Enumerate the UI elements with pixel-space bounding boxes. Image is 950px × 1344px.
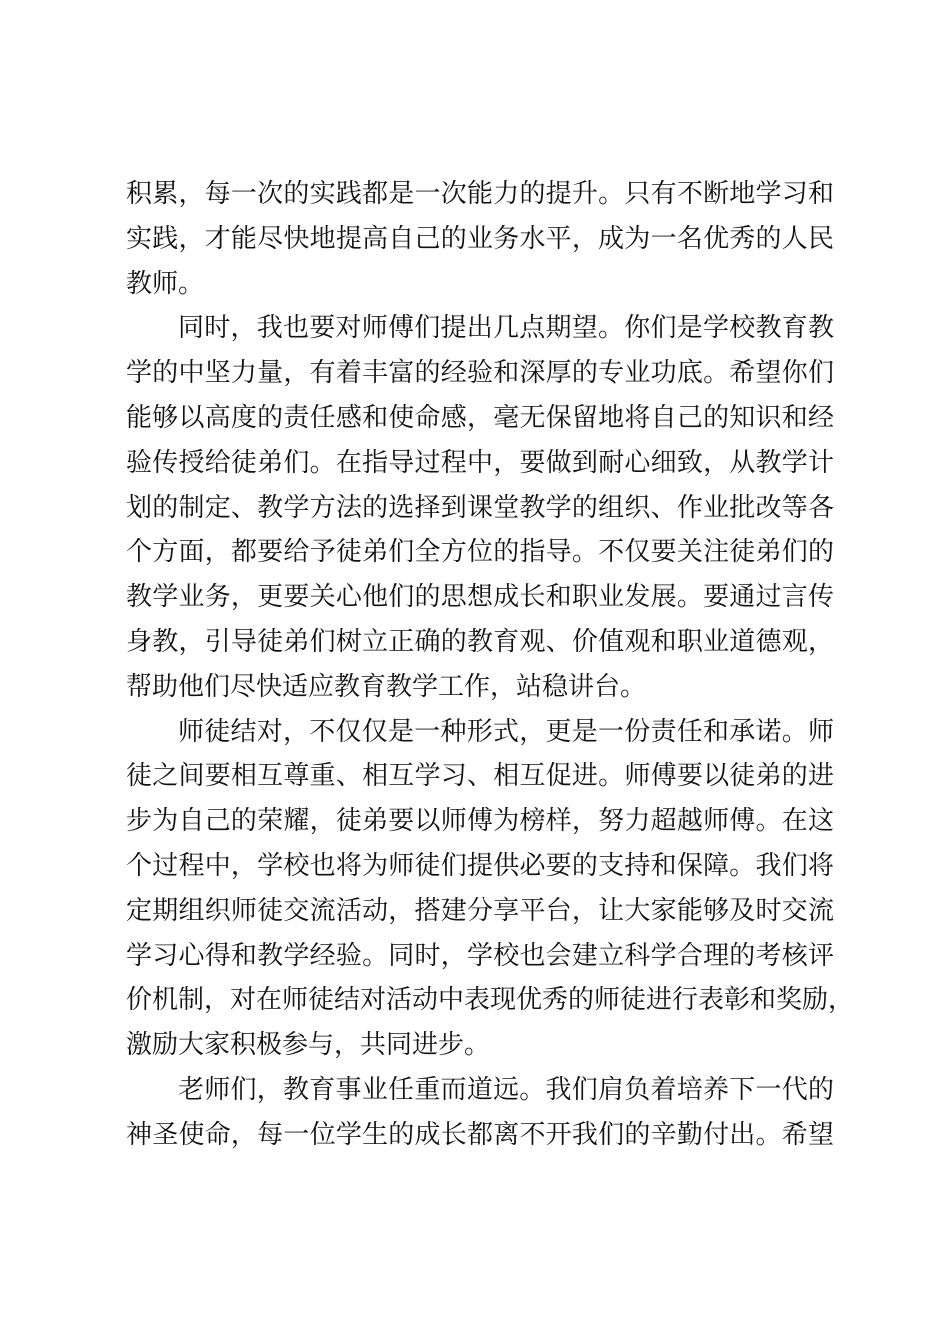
text-line: 价机制，对在师徒结对活动中表现优秀的师徒进行表彰和奖励， <box>126 985 855 1016</box>
text-line: 神圣使命，每一位学生的成长都离不开我们的辛勤付出。希望 <box>126 1119 834 1150</box>
text-line: 划的制定、教学方法的选择到课堂教学的组织、作业批改等各 <box>126 492 834 523</box>
text-line: 教师。 <box>126 268 205 299</box>
text-line: 师徒结对，不仅仅是一种形式，更是一份责任和承诺。师 <box>178 716 834 747</box>
text-line: 步为自己的荣耀，徒弟要以师傅为榜样，努力超越师傅。在这 <box>126 806 834 837</box>
text-line: 教学业务，更要关心他们的思想成长和职业发展。要通过言传 <box>126 582 834 613</box>
text-line: 学的中坚力量，有着丰富的经验和深厚的专业功底。希望你们 <box>126 358 834 389</box>
text-line: 验传授给徒弟们。在指导过程中，要做到耐心细致，从教学计 <box>126 447 834 478</box>
text-line: 同时，我也要对师傅们提出几点期望。你们是学校教育教 <box>178 313 834 344</box>
text-line: 身教，引导徒弟们树立正确的教育观、价值观和职业道德观， <box>126 626 834 657</box>
text-line: 帮助他们尽快适应教育教学工作，站稳讲台。 <box>126 671 647 702</box>
text-line: 学习心得和教学经验。同时，学校也会建立科学合理的考核评 <box>126 940 834 971</box>
text-line: 激励大家积极参与，共同进步。 <box>126 1030 491 1061</box>
body-text <box>126 172 855 1158</box>
text-line: 能够以高度的责任感和使命感，毫无保留地将自己的知识和经 <box>126 402 834 433</box>
text-line: 个方面，都要给予徒弟们全方位的指导。不仅要关注徒弟们的 <box>126 537 834 568</box>
text-line: 老师们，教育事业任重而道远。我们肩负着培养下一代的 <box>178 1074 834 1105</box>
text-line: 徒之间要相互尊重、相互学习、相互促进。师傅要以徒弟的进 <box>126 761 834 792</box>
text-line: 定期组织师徒交流活动，搭建分享平台，让大家能够及时交流 <box>126 895 834 926</box>
text-line: 个过程中，学校也将为师徒们提供必要的支持和保障。我们将 <box>126 850 834 881</box>
text-line: 实践，才能尽快地提高自己的业务水平，成为一名优秀的人民 <box>126 223 834 254</box>
text-line: 积累，每一次的实践都是一次能力的提升。只有不断地学习和 <box>126 179 834 209</box>
